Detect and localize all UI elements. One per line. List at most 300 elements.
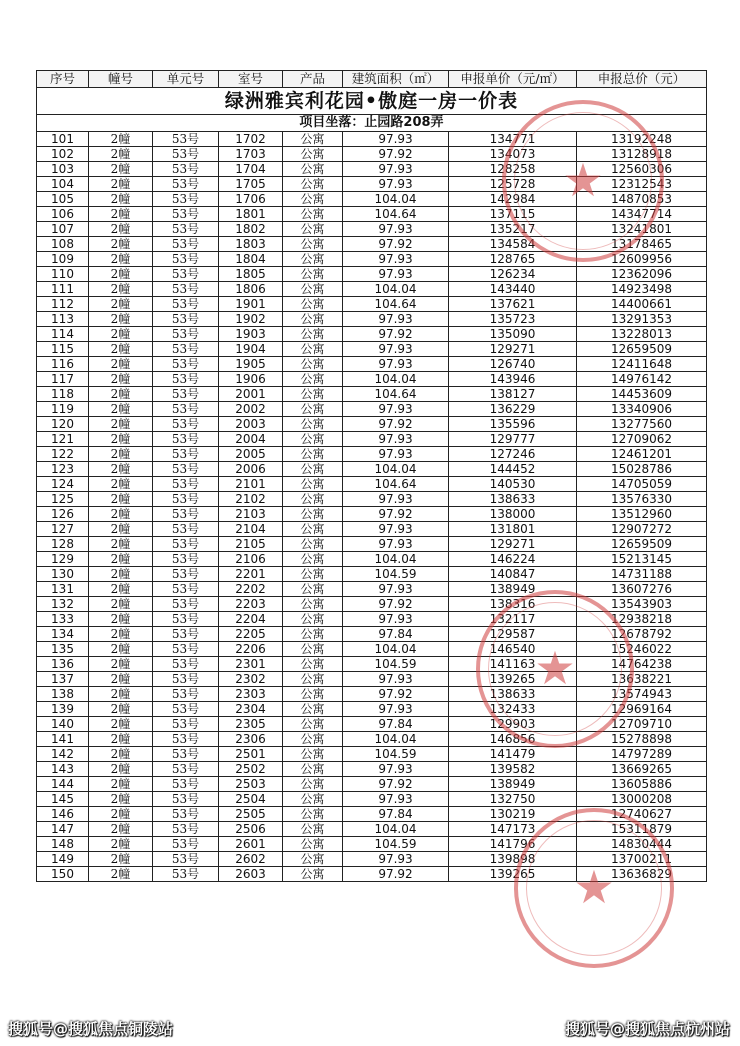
cell-unit-price: 138633 <box>449 687 577 702</box>
cell-unit-price: 138000 <box>449 507 577 522</box>
cell-room: 2206 <box>219 642 283 657</box>
table-row <box>37 777 707 792</box>
cell-area: 97.93 <box>343 267 449 282</box>
table-row <box>37 342 707 357</box>
cell-seq: 102 <box>37 147 89 162</box>
cell-unit-price: 132433 <box>449 702 577 717</box>
table-row <box>37 357 707 372</box>
seal-star-icon: ★ <box>534 641 576 696</box>
cell-unit-price: 128258 <box>449 162 577 177</box>
cell-area: 97.93 <box>343 582 449 597</box>
table-row <box>37 642 707 657</box>
cell-unit: 53号 <box>153 207 219 222</box>
cell-unit: 53号 <box>153 537 219 552</box>
cell-building: 2幢 <box>89 402 153 417</box>
cell-room: 2506 <box>219 822 283 837</box>
cell-unit: 53号 <box>153 642 219 657</box>
cell-unit: 53号 <box>153 282 219 297</box>
cell-seq: 113 <box>37 312 89 327</box>
cell-area: 97.93 <box>343 702 449 717</box>
cell-building: 2幢 <box>89 237 153 252</box>
table-row <box>37 702 707 717</box>
cell-area: 97.93 <box>343 222 449 237</box>
cell-product: 公寓 <box>283 162 343 177</box>
cell-room: 2105 <box>219 537 283 552</box>
cell-unit: 53号 <box>153 627 219 642</box>
cell-room: 2501 <box>219 747 283 762</box>
cell-building: 2幢 <box>89 447 153 462</box>
cell-area: 97.92 <box>343 687 449 702</box>
cell-unit-price: 143440 <box>449 282 577 297</box>
cell-total-price: 15278898 <box>577 732 707 747</box>
cell-unit: 53号 <box>153 492 219 507</box>
cell-product: 公寓 <box>283 132 343 147</box>
cell-building: 2幢 <box>89 462 153 477</box>
table-row <box>37 387 707 402</box>
cell-unit: 53号 <box>153 447 219 462</box>
cell-seq: 131 <box>37 582 89 597</box>
cell-product: 公寓 <box>283 837 343 852</box>
cell-building: 2幢 <box>89 417 153 432</box>
cell-product: 公寓 <box>283 567 343 582</box>
cell-total-price: 12312543 <box>577 177 707 192</box>
cell-room: 2104 <box>219 522 283 537</box>
cell-seq: 128 <box>37 537 89 552</box>
cell-unit-price: 137115 <box>449 207 577 222</box>
cell-room: 2004 <box>219 432 283 447</box>
cell-building: 2幢 <box>89 342 153 357</box>
cell-room: 2503 <box>219 777 283 792</box>
title-row <box>37 88 707 115</box>
cell-area: 97.84 <box>343 627 449 642</box>
cell-seq: 103 <box>37 162 89 177</box>
cell-unit-price: 139582 <box>449 762 577 777</box>
cell-product: 公寓 <box>283 582 343 597</box>
cell-unit-price: 135723 <box>449 312 577 327</box>
cell-product: 公寓 <box>283 672 343 687</box>
cell-product: 公寓 <box>283 387 343 402</box>
cell-area: 97.93 <box>343 672 449 687</box>
cell-unit: 53号 <box>153 762 219 777</box>
cell-room: 2202 <box>219 582 283 597</box>
cell-unit-price: 135217 <box>449 222 577 237</box>
cell-area: 97.92 <box>343 417 449 432</box>
cell-unit-price: 134584 <box>449 237 577 252</box>
table-row <box>37 762 707 777</box>
header-unit: 单元号 <box>153 71 219 88</box>
cell-area: 97.93 <box>343 522 449 537</box>
cell-area: 97.92 <box>343 777 449 792</box>
cell-seq: 125 <box>37 492 89 507</box>
table-row <box>37 867 707 882</box>
cell-unit: 53号 <box>153 687 219 702</box>
cell-room: 2106 <box>219 552 283 567</box>
cell-seq: 121 <box>37 432 89 447</box>
cell-building: 2幢 <box>89 642 153 657</box>
cell-product: 公寓 <box>283 702 343 717</box>
cell-seq: 133 <box>37 612 89 627</box>
cell-unit-price: 147173 <box>449 822 577 837</box>
cell-unit: 53号 <box>153 792 219 807</box>
cell-product: 公寓 <box>283 357 343 372</box>
cell-total-price: 12659509 <box>577 537 707 552</box>
cell-area: 97.93 <box>343 312 449 327</box>
cell-total-price: 12411648 <box>577 357 707 372</box>
cell-unit: 53号 <box>153 162 219 177</box>
cell-seq: 118 <box>37 387 89 402</box>
table-row <box>37 162 707 177</box>
cell-room: 2601 <box>219 837 283 852</box>
cell-total-price: 14976142 <box>577 372 707 387</box>
cell-unit: 53号 <box>153 417 219 432</box>
cell-unit-price: 128765 <box>449 252 577 267</box>
header-room: 室号 <box>219 71 283 88</box>
table-row <box>37 207 707 222</box>
cell-unit: 53号 <box>153 192 219 207</box>
cell-area: 104.04 <box>343 192 449 207</box>
header-building: 幢号 <box>89 71 153 88</box>
cell-product: 公寓 <box>283 537 343 552</box>
cell-total-price: 15311879 <box>577 822 707 837</box>
cell-unit-price: 138949 <box>449 777 577 792</box>
table-row <box>37 237 707 252</box>
table-row <box>37 327 707 342</box>
cell-unit-price: 138949 <box>449 582 577 597</box>
cell-total-price: 12560306 <box>577 162 707 177</box>
cell-building: 2幢 <box>89 327 153 342</box>
cell-unit: 53号 <box>153 267 219 282</box>
cell-room: 1704 <box>219 162 283 177</box>
cell-area: 97.93 <box>343 162 449 177</box>
table-row <box>37 312 707 327</box>
cell-room: 1906 <box>219 372 283 387</box>
table-row <box>37 747 707 762</box>
cell-seq: 147 <box>37 822 89 837</box>
cell-unit-price: 139265 <box>449 867 577 882</box>
cell-product: 公寓 <box>283 642 343 657</box>
cell-area: 104.64 <box>343 477 449 492</box>
cell-product: 公寓 <box>283 762 343 777</box>
cell-building: 2幢 <box>89 762 153 777</box>
cell-building: 2幢 <box>89 147 153 162</box>
cell-unit-price: 144452 <box>449 462 577 477</box>
table-row <box>37 792 707 807</box>
cell-building: 2幢 <box>89 567 153 582</box>
cell-total-price: 12659509 <box>577 342 707 357</box>
cell-building: 2幢 <box>89 702 153 717</box>
cell-area: 104.04 <box>343 642 449 657</box>
cell-total-price: 14705059 <box>577 477 707 492</box>
cell-product: 公寓 <box>283 657 343 672</box>
cell-unit: 53号 <box>153 357 219 372</box>
cell-room: 2102 <box>219 492 283 507</box>
cell-unit: 53号 <box>153 312 219 327</box>
table-row <box>37 447 707 462</box>
cell-total-price: 12969164 <box>577 702 707 717</box>
cell-unit: 53号 <box>153 597 219 612</box>
table-row <box>37 732 707 747</box>
table-row <box>37 297 707 312</box>
table-row <box>37 462 707 477</box>
table-row <box>37 567 707 582</box>
cell-unit-price: 142984 <box>449 192 577 207</box>
cell-product: 公寓 <box>283 747 343 762</box>
cell-seq: 110 <box>37 267 89 282</box>
cell-room: 2006 <box>219 462 283 477</box>
project-location: 项目坐落：止园路208弄 <box>37 115 707 132</box>
cell-unit-price: 129777 <box>449 432 577 447</box>
cell-area: 97.92 <box>343 867 449 882</box>
cell-total-price: 12609956 <box>577 252 707 267</box>
cell-product: 公寓 <box>283 432 343 447</box>
cell-unit-price: 125728 <box>449 177 577 192</box>
cell-product: 公寓 <box>283 267 343 282</box>
table-row <box>37 597 707 612</box>
seal-star-icon: ★ <box>562 153 604 208</box>
cell-seq: 105 <box>37 192 89 207</box>
watermark-left: 搜狐号@搜狐焦点铜陵站 <box>8 1020 174 1038</box>
cell-area: 104.64 <box>343 207 449 222</box>
price-list-document <box>36 70 706 915</box>
cell-total-price: 12461201 <box>577 447 707 462</box>
cell-seq: 129 <box>37 552 89 567</box>
cell-building: 2幢 <box>89 552 153 567</box>
cell-area: 97.93 <box>343 402 449 417</box>
cell-area: 97.93 <box>343 432 449 447</box>
cell-total-price: 13291353 <box>577 312 707 327</box>
cell-seq: 101 <box>37 132 89 147</box>
table-row <box>37 432 707 447</box>
cell-unit: 53号 <box>153 387 219 402</box>
cell-total-price: 15213145 <box>577 552 707 567</box>
cell-total-price: 13000208 <box>577 792 707 807</box>
cell-building: 2幢 <box>89 267 153 282</box>
table-row <box>37 537 707 552</box>
cell-product: 公寓 <box>283 612 343 627</box>
cell-building: 2幢 <box>89 282 153 297</box>
table-row <box>37 492 707 507</box>
cell-area: 104.59 <box>343 567 449 582</box>
cell-unit: 53号 <box>153 867 219 882</box>
cell-room: 1902 <box>219 312 283 327</box>
cell-unit: 53号 <box>153 147 219 162</box>
cell-unit: 53号 <box>153 477 219 492</box>
cell-unit: 53号 <box>153 462 219 477</box>
cell-seq: 136 <box>37 657 89 672</box>
cell-unit-price: 146856 <box>449 732 577 747</box>
cell-total-price: 13669265 <box>577 762 707 777</box>
cell-unit: 53号 <box>153 402 219 417</box>
cell-unit-price: 139898 <box>449 852 577 867</box>
cell-building: 2幢 <box>89 837 153 852</box>
cell-total-price: 13228013 <box>577 327 707 342</box>
cell-product: 公寓 <box>283 792 343 807</box>
cell-area: 104.04 <box>343 552 449 567</box>
cell-seq: 132 <box>37 597 89 612</box>
cell-total-price: 14797289 <box>577 747 707 762</box>
cell-seq: 107 <box>37 222 89 237</box>
cell-building: 2幢 <box>89 252 153 267</box>
price-table <box>36 70 707 882</box>
cell-seq: 109 <box>37 252 89 267</box>
cell-area: 97.93 <box>343 342 449 357</box>
cell-unit-price: 135596 <box>449 417 577 432</box>
cell-total-price: 13178465 <box>577 237 707 252</box>
cell-unit: 53号 <box>153 657 219 672</box>
cell-building: 2幢 <box>89 672 153 687</box>
cell-total-price: 12907272 <box>577 522 707 537</box>
cell-total-price: 13700211 <box>577 852 707 867</box>
cell-unit: 53号 <box>153 432 219 447</box>
cell-area: 97.93 <box>343 792 449 807</box>
cell-room: 2003 <box>219 417 283 432</box>
cell-product: 公寓 <box>283 822 343 837</box>
cell-unit: 53号 <box>153 342 219 357</box>
cell-total-price: 12938218 <box>577 612 707 627</box>
cell-total-price: 13340906 <box>577 402 707 417</box>
table-row <box>37 132 707 147</box>
cell-unit: 53号 <box>153 507 219 522</box>
cell-building: 2幢 <box>89 132 153 147</box>
cell-unit-price: 129271 <box>449 537 577 552</box>
cell-building: 2幢 <box>89 792 153 807</box>
cell-total-price: 14923498 <box>577 282 707 297</box>
cell-building: 2幢 <box>89 597 153 612</box>
table-row <box>37 282 707 297</box>
cell-room: 2305 <box>219 717 283 732</box>
cell-total-price: 12362096 <box>577 267 707 282</box>
cell-building: 2幢 <box>89 192 153 207</box>
cell-seq: 138 <box>37 687 89 702</box>
table-row <box>37 852 707 867</box>
cell-product: 公寓 <box>283 492 343 507</box>
cell-room: 1801 <box>219 207 283 222</box>
cell-unit: 53号 <box>153 372 219 387</box>
cell-unit: 53号 <box>153 252 219 267</box>
cell-building: 2幢 <box>89 432 153 447</box>
cell-room: 2301 <box>219 657 283 672</box>
cell-seq: 119 <box>37 402 89 417</box>
cell-seq: 146 <box>37 807 89 822</box>
cell-area: 97.92 <box>343 237 449 252</box>
header-total-price: 申报总价（元） <box>577 71 707 88</box>
cell-room: 2204 <box>219 612 283 627</box>
cell-room: 1806 <box>219 282 283 297</box>
cell-unit-price: 138127 <box>449 387 577 402</box>
cell-unit-price: 141796 <box>449 837 577 852</box>
cell-room: 1703 <box>219 147 283 162</box>
cell-building: 2幢 <box>89 717 153 732</box>
cell-product: 公寓 <box>283 717 343 732</box>
cell-building: 2幢 <box>89 747 153 762</box>
cell-building: 2幢 <box>89 687 153 702</box>
table-row <box>37 657 707 672</box>
cell-product: 公寓 <box>283 522 343 537</box>
table-header-row <box>37 71 707 88</box>
cell-room: 2001 <box>219 387 283 402</box>
cell-area: 97.93 <box>343 132 449 147</box>
cell-room: 1804 <box>219 252 283 267</box>
cell-unit: 53号 <box>153 552 219 567</box>
cell-area: 97.92 <box>343 507 449 522</box>
cell-room: 1805 <box>219 267 283 282</box>
cell-area: 104.04 <box>343 462 449 477</box>
document-title: 绿洲雅宾利花园•傲庭一房一价表 <box>37 88 707 115</box>
cell-seq: 144 <box>37 777 89 792</box>
cell-seq: 149 <box>37 852 89 867</box>
table-row <box>37 477 707 492</box>
location-row <box>37 115 707 132</box>
cell-room: 1903 <box>219 327 283 342</box>
cell-room: 2005 <box>219 447 283 462</box>
cell-building: 2幢 <box>89 507 153 522</box>
cell-room: 2201 <box>219 567 283 582</box>
table-row <box>37 192 707 207</box>
cell-unit-price: 134073 <box>449 147 577 162</box>
cell-room: 1901 <box>219 297 283 312</box>
cell-product: 公寓 <box>283 222 343 237</box>
cell-room: 1705 <box>219 177 283 192</box>
cell-building: 2幢 <box>89 222 153 237</box>
cell-building: 2幢 <box>89 822 153 837</box>
cell-unit-price: 129587 <box>449 627 577 642</box>
cell-unit: 53号 <box>153 822 219 837</box>
cell-unit-price: 140847 <box>449 567 577 582</box>
cell-product: 公寓 <box>283 552 343 567</box>
cell-building: 2幢 <box>89 612 153 627</box>
cell-room: 2205 <box>219 627 283 642</box>
cell-seq: 148 <box>37 837 89 852</box>
cell-room: 1905 <box>219 357 283 372</box>
table-row <box>37 522 707 537</box>
table-row <box>37 372 707 387</box>
cell-product: 公寓 <box>283 237 343 252</box>
cell-area: 97.93 <box>343 612 449 627</box>
cell-unit: 53号 <box>153 132 219 147</box>
cell-unit-price: 140530 <box>449 477 577 492</box>
cell-total-price: 14347714 <box>577 207 707 222</box>
cell-total-price: 14731188 <box>577 567 707 582</box>
cell-area: 104.64 <box>343 297 449 312</box>
cell-room: 1702 <box>219 132 283 147</box>
cell-building: 2幢 <box>89 207 153 222</box>
cell-unit: 53号 <box>153 237 219 252</box>
table-row <box>37 252 707 267</box>
cell-unit-price: 126740 <box>449 357 577 372</box>
cell-area: 104.59 <box>343 747 449 762</box>
cell-total-price: 13574943 <box>577 687 707 702</box>
cell-room: 2505 <box>219 807 283 822</box>
cell-room: 2306 <box>219 732 283 747</box>
cell-seq: 123 <box>37 462 89 477</box>
cell-unit-price: 137621 <box>449 297 577 312</box>
cell-product: 公寓 <box>283 327 343 342</box>
cell-unit-price: 146224 <box>449 552 577 567</box>
cell-total-price: 12740627 <box>577 807 707 822</box>
cell-total-price: 15028786 <box>577 462 707 477</box>
cell-building: 2幢 <box>89 732 153 747</box>
cell-unit: 53号 <box>153 717 219 732</box>
cell-room: 2303 <box>219 687 283 702</box>
cell-seq: 134 <box>37 627 89 642</box>
cell-total-price: 14870853 <box>577 192 707 207</box>
cell-total-price: 13607276 <box>577 582 707 597</box>
cell-total-price: 14764238 <box>577 657 707 672</box>
cell-area: 104.59 <box>343 657 449 672</box>
cell-total-price: 13576330 <box>577 492 707 507</box>
cell-unit-price: 141479 <box>449 747 577 762</box>
cell-building: 2幢 <box>89 807 153 822</box>
